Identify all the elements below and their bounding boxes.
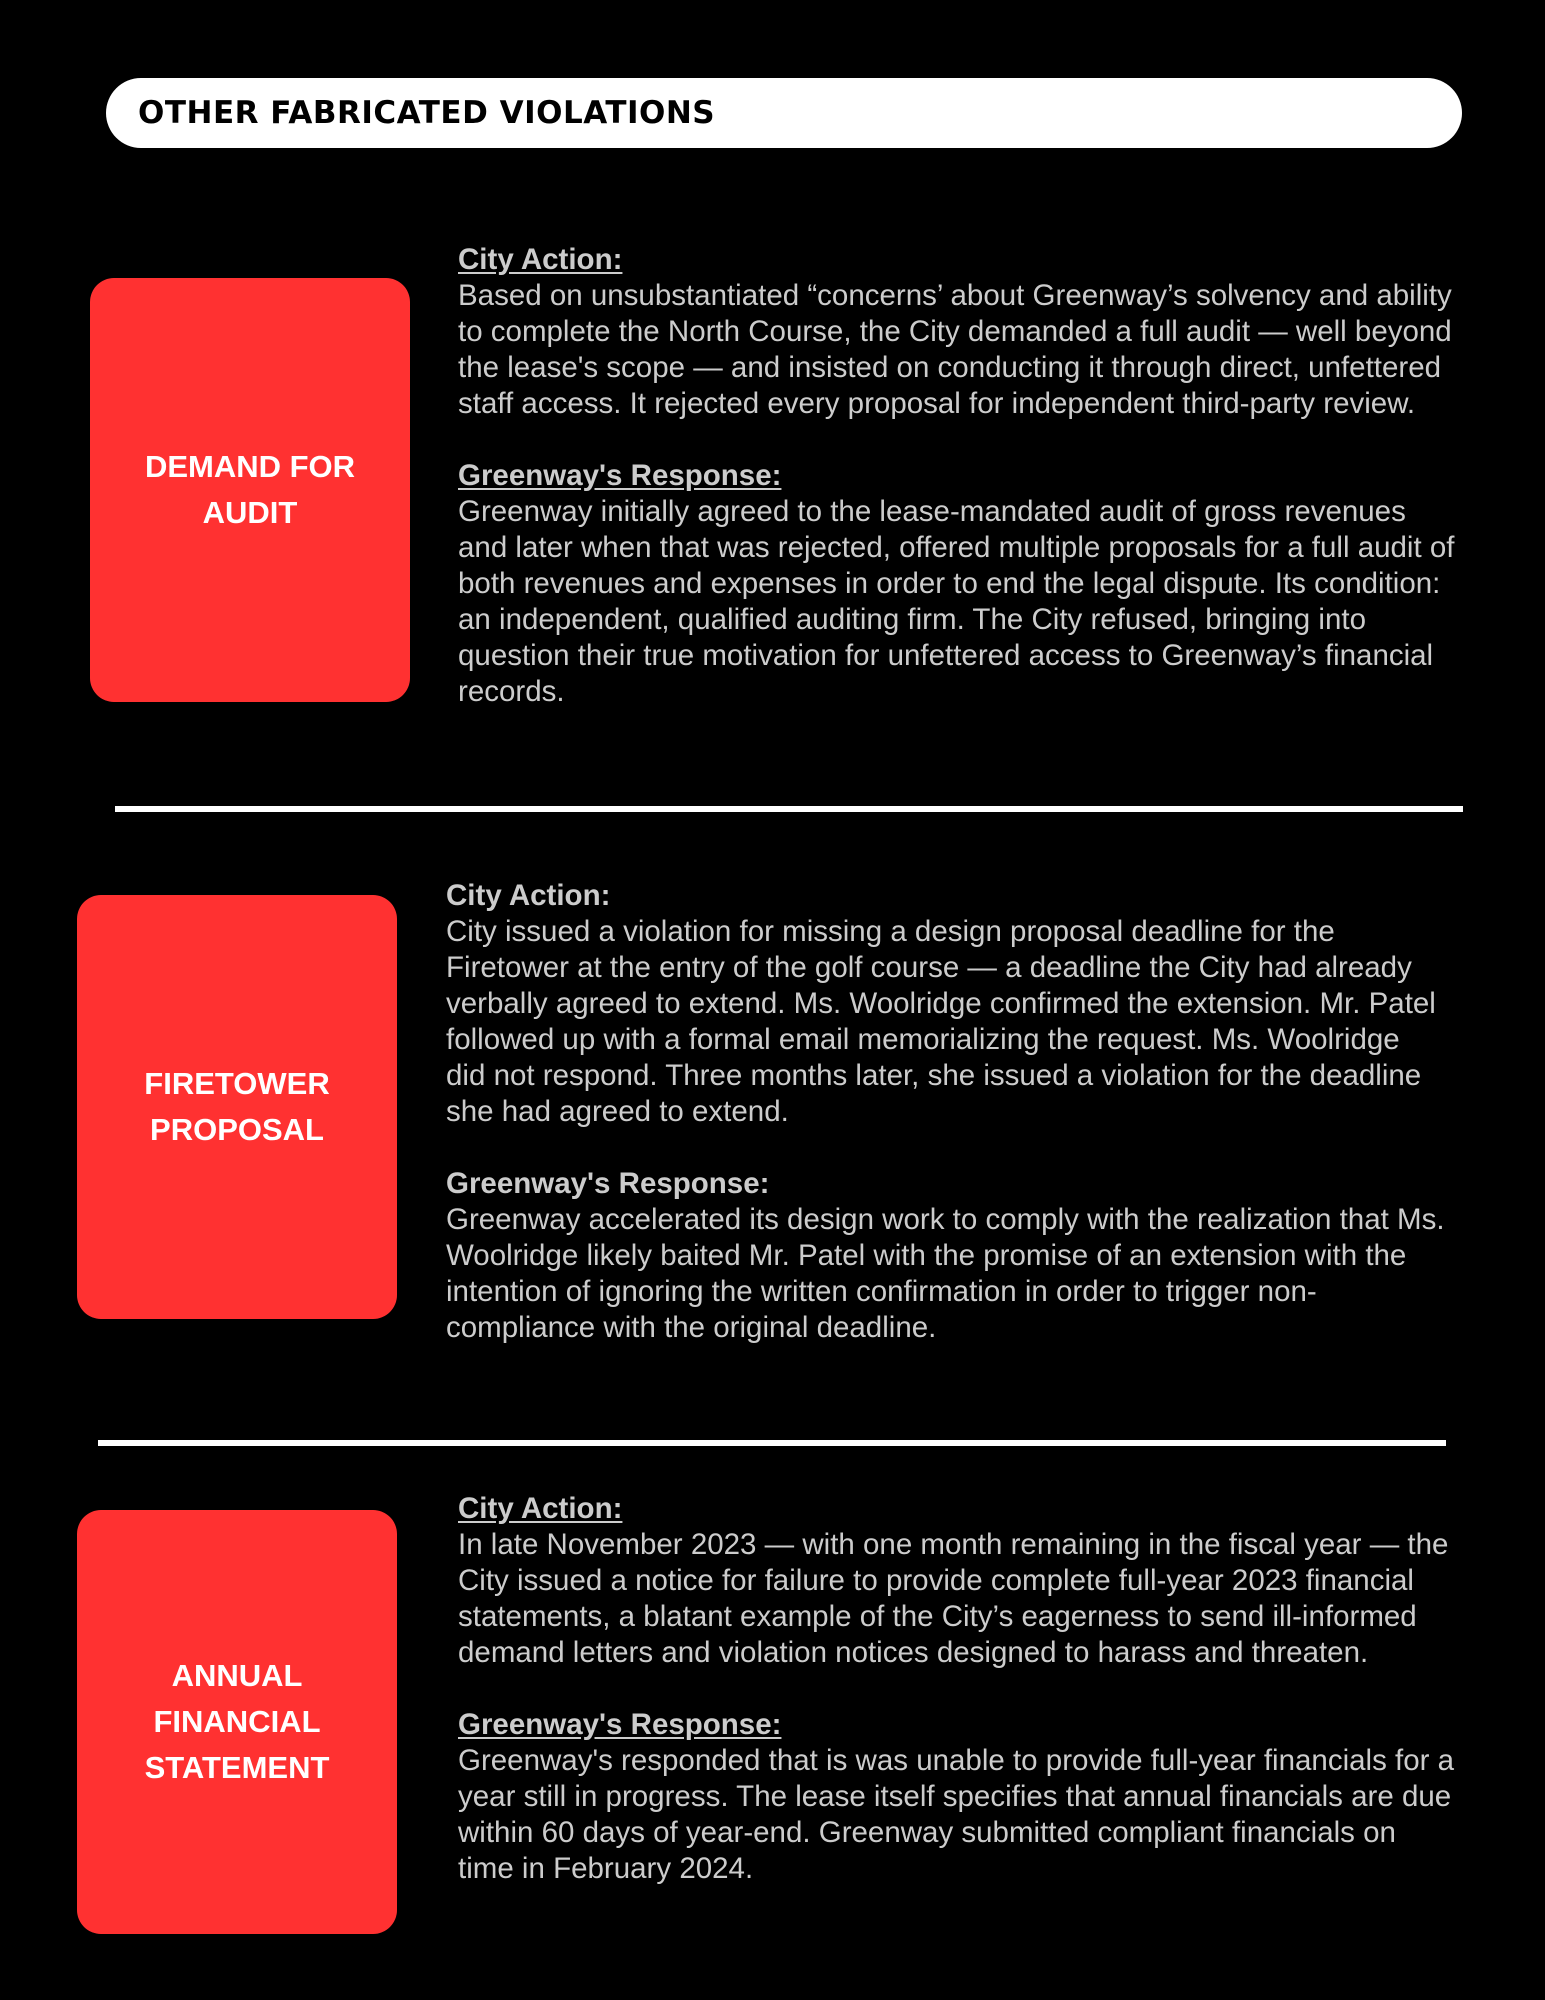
page-title: OTHER FABRICATED VIOLATIONS	[138, 95, 716, 131]
city-action-text: City issued a violation for missing a design proposal deadline for the Firetower at the entry of the golf course — a deadline the City had already verbally agreed to extend. Ms. Woolridge confirmed the extension. Mr. Patel followed up with a formal email memorializing the request. Ms. Woolridge did not respond. Three months later, she issued a violation for the deadline she had agreed to extend.	[446, 915, 1436, 1128]
violation-details-firetower-proposal	[446, 878, 1446, 1346]
section-divider	[115, 806, 1463, 812]
response-heading: Greenway's Response:	[446, 1167, 770, 1200]
header-banner	[106, 78, 1462, 148]
violation-card-annual-financial-statement	[77, 1510, 397, 1934]
city-action-text: Based on unsubstantiated “concerns’ about Greenway’s solvency and ability to complete the North Course, the City demanded a full audit — well beyond the lease's scope — and insisted on conducting it through direct, unfettered staff access. It rejected every proposal for independent third-party review.	[458, 279, 1452, 420]
violation-details-demand-for-audit	[458, 242, 1458, 710]
violation-details-annual-financial-statement	[458, 1491, 1458, 1887]
city-action-heading: City Action:	[458, 243, 623, 276]
response-heading: Greenway's Response:	[458, 459, 782, 492]
city-action-text: In late November 2023 — with one month remaining in the fiscal year — the City issued a notice for failure to provide complete full-year 2023 financial statements, a blatant example of the City’s eagerness to send ill-informed demand letters and violation notices designed to harass and threaten.	[458, 1528, 1449, 1669]
violation-card-firetower-proposal	[77, 895, 397, 1319]
city-action-heading: City Action:	[446, 879, 611, 912]
violation-card-label: ANNUAL FINANCIAL STATEMENT	[144, 1658, 330, 1785]
response-text: Greenway's responded that is was unable to provide full-year financials for a year still in progress. The lease itself specifies that annual financials are due within 60 days of year-end. Greenway submitted compliant financials on time in February 2024.	[458, 1744, 1455, 1885]
section-divider	[98, 1440, 1446, 1446]
violation-card-demand-for-audit	[90, 278, 410, 702]
violation-card-label: DEMAND FOR AUDIT	[144, 449, 356, 530]
response-heading: Greenway's Response:	[458, 1708, 782, 1741]
city-action-heading: City Action:	[458, 1492, 623, 1525]
response-text: Greenway accelerated its design work to comply with the realization that Ms. Woolridge likely baited Mr. Patel with the promise of an extension with the intention of ignoring the written confirmation in order to trigger non-compliance with the original deadline.	[446, 1203, 1445, 1344]
response-text: Greenway initially agreed to the lease-mandated audit of gross revenues and later when that was rejected, offered multiple proposals for a full audit of both revenues and expenses in order to end the legal dispute. Its condition: an independent, qualified auditing firm. The City refused, bringing into question their true motivation for unfettered access to Greenway’s financial records.	[458, 495, 1455, 708]
violation-card-label: FIRETOWER PROPOSAL	[144, 1066, 330, 1147]
